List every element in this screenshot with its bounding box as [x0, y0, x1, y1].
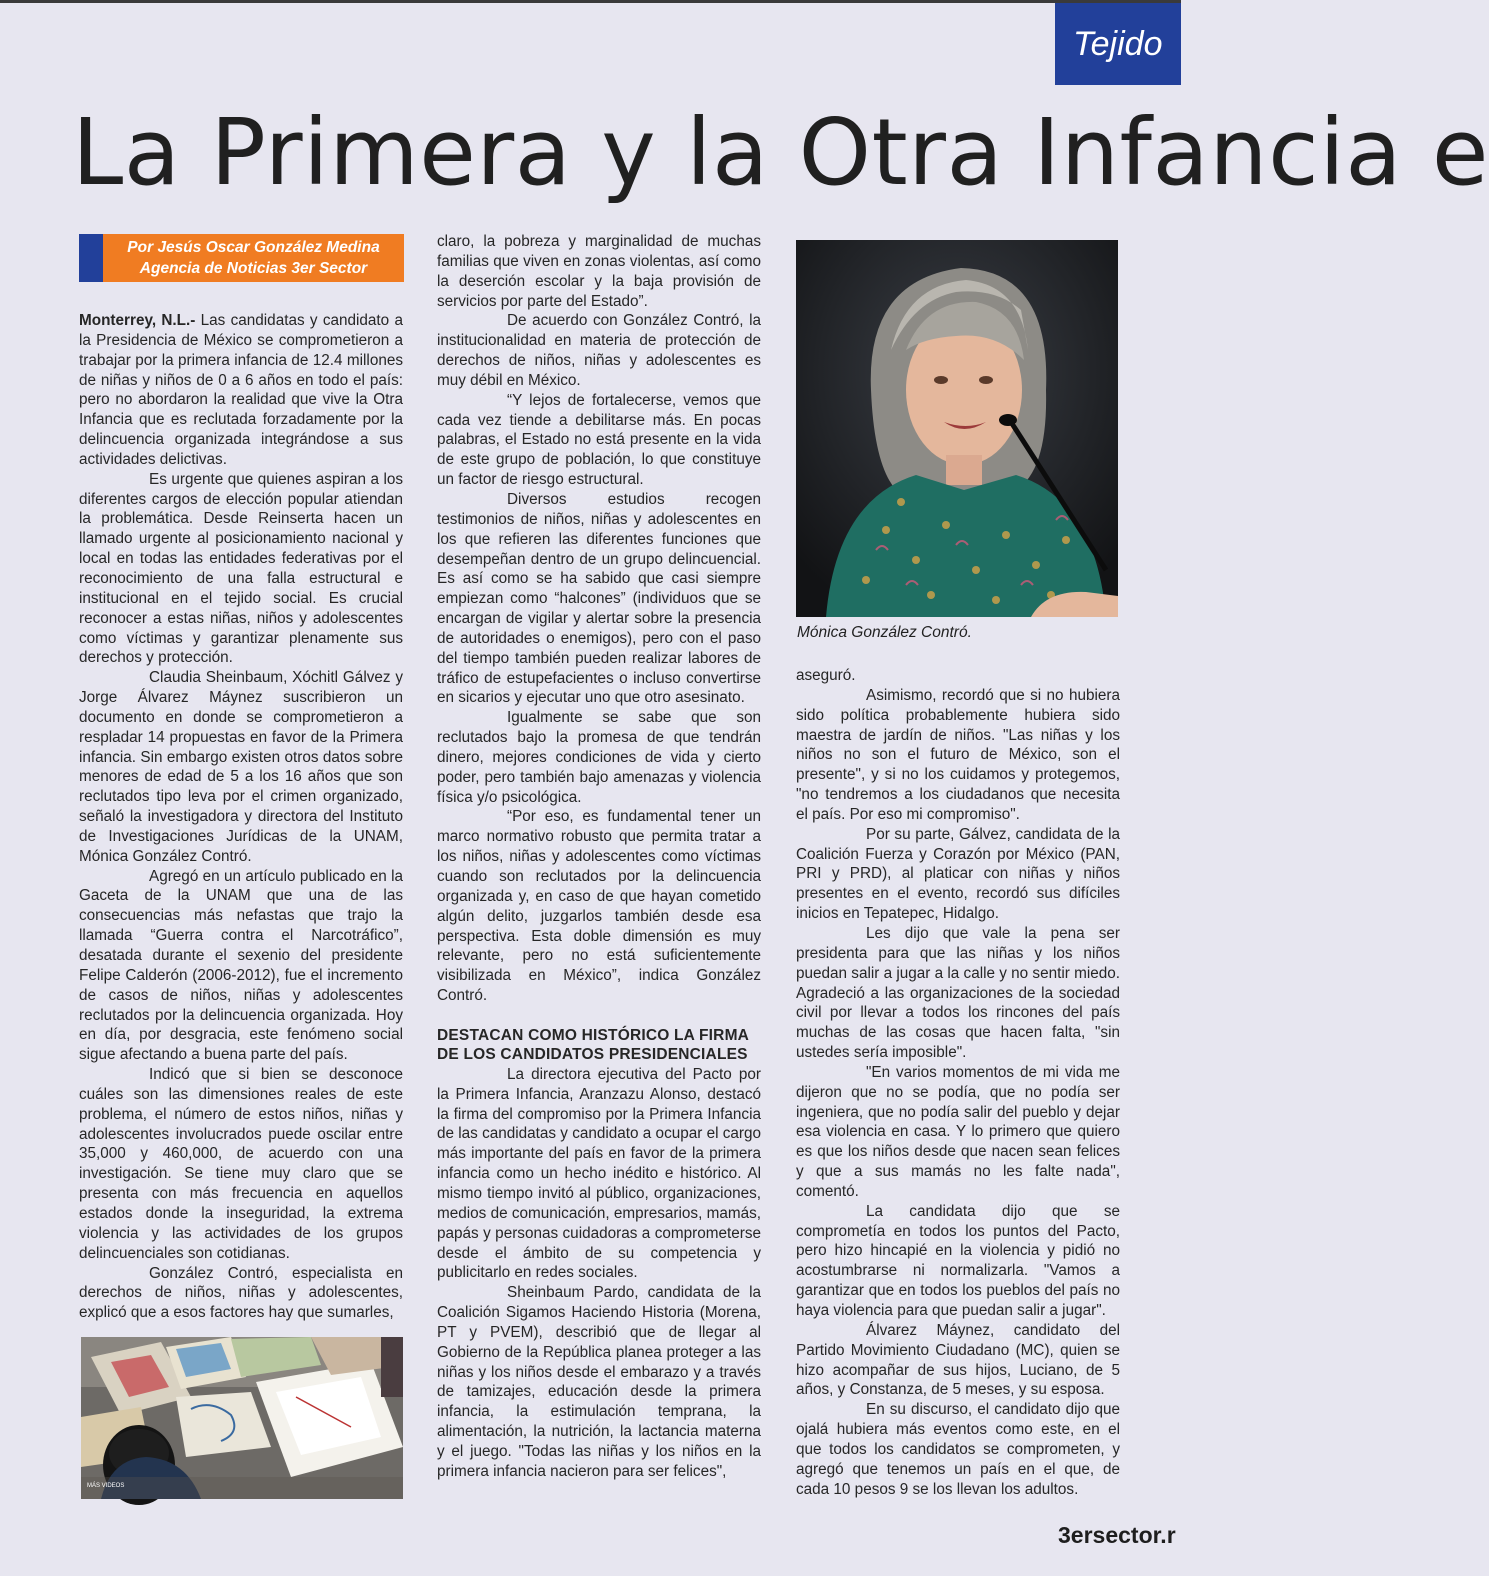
- byline-agency: Agencia de Noticias 3er Sector: [139, 260, 368, 277]
- byline-author: Por Jesús Oscar González Medina: [127, 239, 380, 256]
- paragraph-text: Las candidatas y candidato a la Presidencia de México se comprometieron a trabajar por la primera infancia de 12.4 millones de niñas y niños de 0 a 6 años en todo el país: pero no abordaron la realidad que vive la Otra Infancia que es reclutada forzadamente por la delincuencia organizada integrándose a sus actividades delictivas.: [79, 312, 403, 468]
- paragraph: Asimismo, recordó que si no hubiera sido política probablemente hubiera sido maestra de jardín de niños. "Las niñas y los niños no son el futuro de México, son el presente", y si no los cuidamos y protegemos, "no tendremos a los ciudadanos que necesita el país. Por eso mi compromiso".: [796, 686, 1120, 823]
- section-subhead: DESTACAN COMO HISTÓRICO LA FIRMA DE LOS CANDIDATOS PRESIDENCIALES: [437, 1026, 749, 1064]
- paragraph: Por su parte, Gálvez, candidata de la Coalición Fuerza y Corazón por México (PAN, PRI y PRD), al platicar con niñas y niños presentes en el evento, recordó sus difíciles inicios en Tepatepec, Hidalgo.: [796, 825, 1120, 923]
- article-column-1: [79, 311, 403, 1321]
- children-drawing-photo: [81, 1337, 403, 1499]
- top-rule: [0, 0, 1181, 3]
- paragraph: “Y lejos de fortalecerse, vemos que cada vez tiende a debilitarse más. En pocas palabras, el Estado no está presente en la vida de este grupo de población, lo que constituye un factor de riesgo estructural.: [437, 391, 761, 489]
- paragraph: “Por eso, es fundamental tener un marco normativo robusto que permita tratar a los niños, niñas y adolescentes como víctimas cuando son reclutados por la delincuencia organizada y, en caso de que hayan cometido algún delito, juzgarlos también desde esa perspectiva. Esta doble dimensión es muy relevante, pero no está suficientemente visibilizada en México”, indica González Contró.: [437, 808, 761, 1005]
- paragraph: Les dijo que vale la pena ser presidenta para que las niñas y los niños puedan salir a jugar a la calle y no sentir miedo. Agradeció a las organizaciones de la sociedad civil por llevar a todos los rincones del país muchas de las cosas que hacen falta, "sin ustedes sería imposible".: [796, 924, 1120, 1062]
- article-column-2: [437, 232, 761, 1507]
- paragraph: De acuerdo con González Contró, la institucionalidad en materia de protección de derechos de niños, niñas y adolescentes es muy débil en México.: [437, 312, 761, 389]
- paragraph: Claudia Sheinbaum, Xóchitl Gálvez y Jorge Álvarez Máynez suscribieron un documento en donde se comprometieron a respladar 14 propuestas en favor de la Primera infancia. Sin embargo existen otros datos sobre menores de edad de 5 a los 16 años que son reclutados tipo leva por el crimen organizado, señaló la investigadora y directora del Instituto de Investigaciones Jurídicas de la UNAM, Mónica González Contró.: [79, 669, 403, 865]
- paragraph: Es urgente que quienes aspiran a los diferentes cargos de elección popular atiendan la problemática. Desde Reinserta hacen un llamado urgente al posicionamiento nacional y local en todas las entidades federativas por el reconocimiento de una falla estructural e institucional en el tejido social. Es crucial reconocer a estas niñas, niños y adolescentes como víctimas y garantizar plenamente sus derechos y protección.: [79, 470, 403, 667]
- footer-website-url: 3ersector.r: [1058, 1522, 1176, 1548]
- paragraph: Agregó en un artículo publicado en la Gaceta de la UNAM que una de las consecuencias más nefastas que trajo la llamada “Guerra contra el Narcotráfico”, desatada durante el sexenio del presidente Felipe Calderón (2006-2012), fue el incremento de casos de niños, niñas y adolescentes reclutados por la delincuencia organizada. Hoy en día, por desgracia, este fenómeno social sigue afectando a buena parte del país.: [79, 867, 403, 1064]
- portrait-illustration: [796, 240, 1118, 617]
- paragraph: Indicó que si bien se desconoce cuáles son las dimensiones reales de este problema, el número de estos niños, niñas y adolescentes involucrados puede oscilar entre 35,000 y 460,000, de acuerdo con una investigación. Se tiene muy claro que se presenta con más frecuencia en aquellos estados donde la inseguridad, la extrema violencia y las actividades de los grupos delincuenciales son cotidianas.: [79, 1066, 403, 1262]
- paragraph: claro, la pobreza y marginalidad de muchas familias que viven en zonas violentas, así como la deserción escolar y la baja provisión de servicios por parte del Estado”.: [437, 233, 761, 310]
- dateline: Monterrey, N.L.-: [79, 312, 196, 329]
- paragraph: La candidata dijo que se comprometía en todos los puntos del Pacto, pero hizo hincapié en la violencia y pidió no acostumbrarse ni normalizarla. "Vamos a garantizar que en todos los pueblos del país no haya violencia para que puedan salir a jugar".: [796, 1202, 1120, 1319]
- paragraph: aseguró.: [796, 667, 856, 684]
- photo-caption: Mónica González Contró.: [797, 624, 972, 641]
- byline-box: [79, 234, 404, 282]
- section-label: Tejido: [1073, 25, 1163, 63]
- paragraph: En su discurso, el candidato dijo que ojalá hubiera más eventos como este, en el que todos los candidatos se comprometen, y agregó que tenemos un país en el que, de cada 10 pesos 9 se los llevan los adultos.: [796, 1401, 1120, 1498]
- paragraph: Sheinbaum Pardo, candidata de la Coalición Sigamos Haciendo Historia (Morena, PT y PVEM), describió que de llegar al Gobierno de la República planea proteger a las niñas y los niños desde el embarazo y a través de tamizajes, educación desde la primera infancia, la estimulación temprana, la alimentación, la nutrición, la lactancia materna y el juego. "Todas las niñas y los niños en la primera infancia nacieron para ser felices",: [437, 1284, 761, 1480]
- paragraph: Álvarez Máynez, candidato del Partido Movimiento Ciudadano (MC), quien se hizo acompañar de sus hijos, Luciano, de 5 años, y Constanza, de 5 meses, y su esposa.: [796, 1321, 1120, 1399]
- byline-stripe: [79, 234, 103, 282]
- children-drawing-illustration: [81, 1337, 403, 1499]
- paragraph: Diversos estudios recogen testimonios de niños, niñas y adolescentes en los que refieren las diferentes funciones que desempeñan dentro de un grupo delincuencial. Es así como se ha sabido que casi siempre empiezan como “halcones” (individuos que se encargan de vigilar y alertar sobre la presencia de autoridades o enemigos), pero con el paso del tiempo también pueden realizar labores de tráfico de estupefacientes o incluso convertirse en sicarios y ejecutar uno que otro asesinato.: [437, 490, 761, 707]
- photo-watermark: MÁS VIDEOS: [87, 1483, 125, 1489]
- article-headline: La Primera y la Otra Infancia e: [72, 99, 1489, 206]
- portrait-photo: [796, 240, 1118, 617]
- paragraph: Igualmente se sabe que son reclutados bajo la promesa de que tendrán dinero, mejores condiciones de vida y cierto poder, pero también bajo amenazas y violencia física y/o psicológica.: [437, 709, 761, 806]
- paragraph: "En varios momentos de mi vida me dijeron que no se podía, que no podía ser ingeniera, que no podía salir del pueblo y dejar esa violencia en casa. Y lo primero que quiero es que los niños desde que nacen sean felices y que a sus mamás no les falte nada", comentó.: [796, 1063, 1120, 1200]
- paragraph: González Contró, especialista en derechos de niños, niñas y adolescentes, explicó que a esos factores hay que sumarles,: [79, 1264, 403, 1322]
- byline-text: [103, 234, 404, 282]
- paragraph: [79, 311, 403, 470]
- paragraph: La directora ejecutiva del Pacto por la Primera Infancia, Aranzazu Alonso, destacó la firma del compromiso por la Primera Infancia de las candidatas y candidato a ocupar el cargo más importante del país en favor de la primera infancia como un hecho inédito e histórico. Al mismo tiempo invitó al público, organizaciones, medios de comunicación, empresarios, mamás, papás y personas cuidadoras a comprometerse desde el ámbito de su competencia y publicitarlo en redes sociales.: [437, 1065, 761, 1282]
- article-column-3: [796, 666, 1120, 1506]
- section-tab: [1055, 3, 1181, 85]
